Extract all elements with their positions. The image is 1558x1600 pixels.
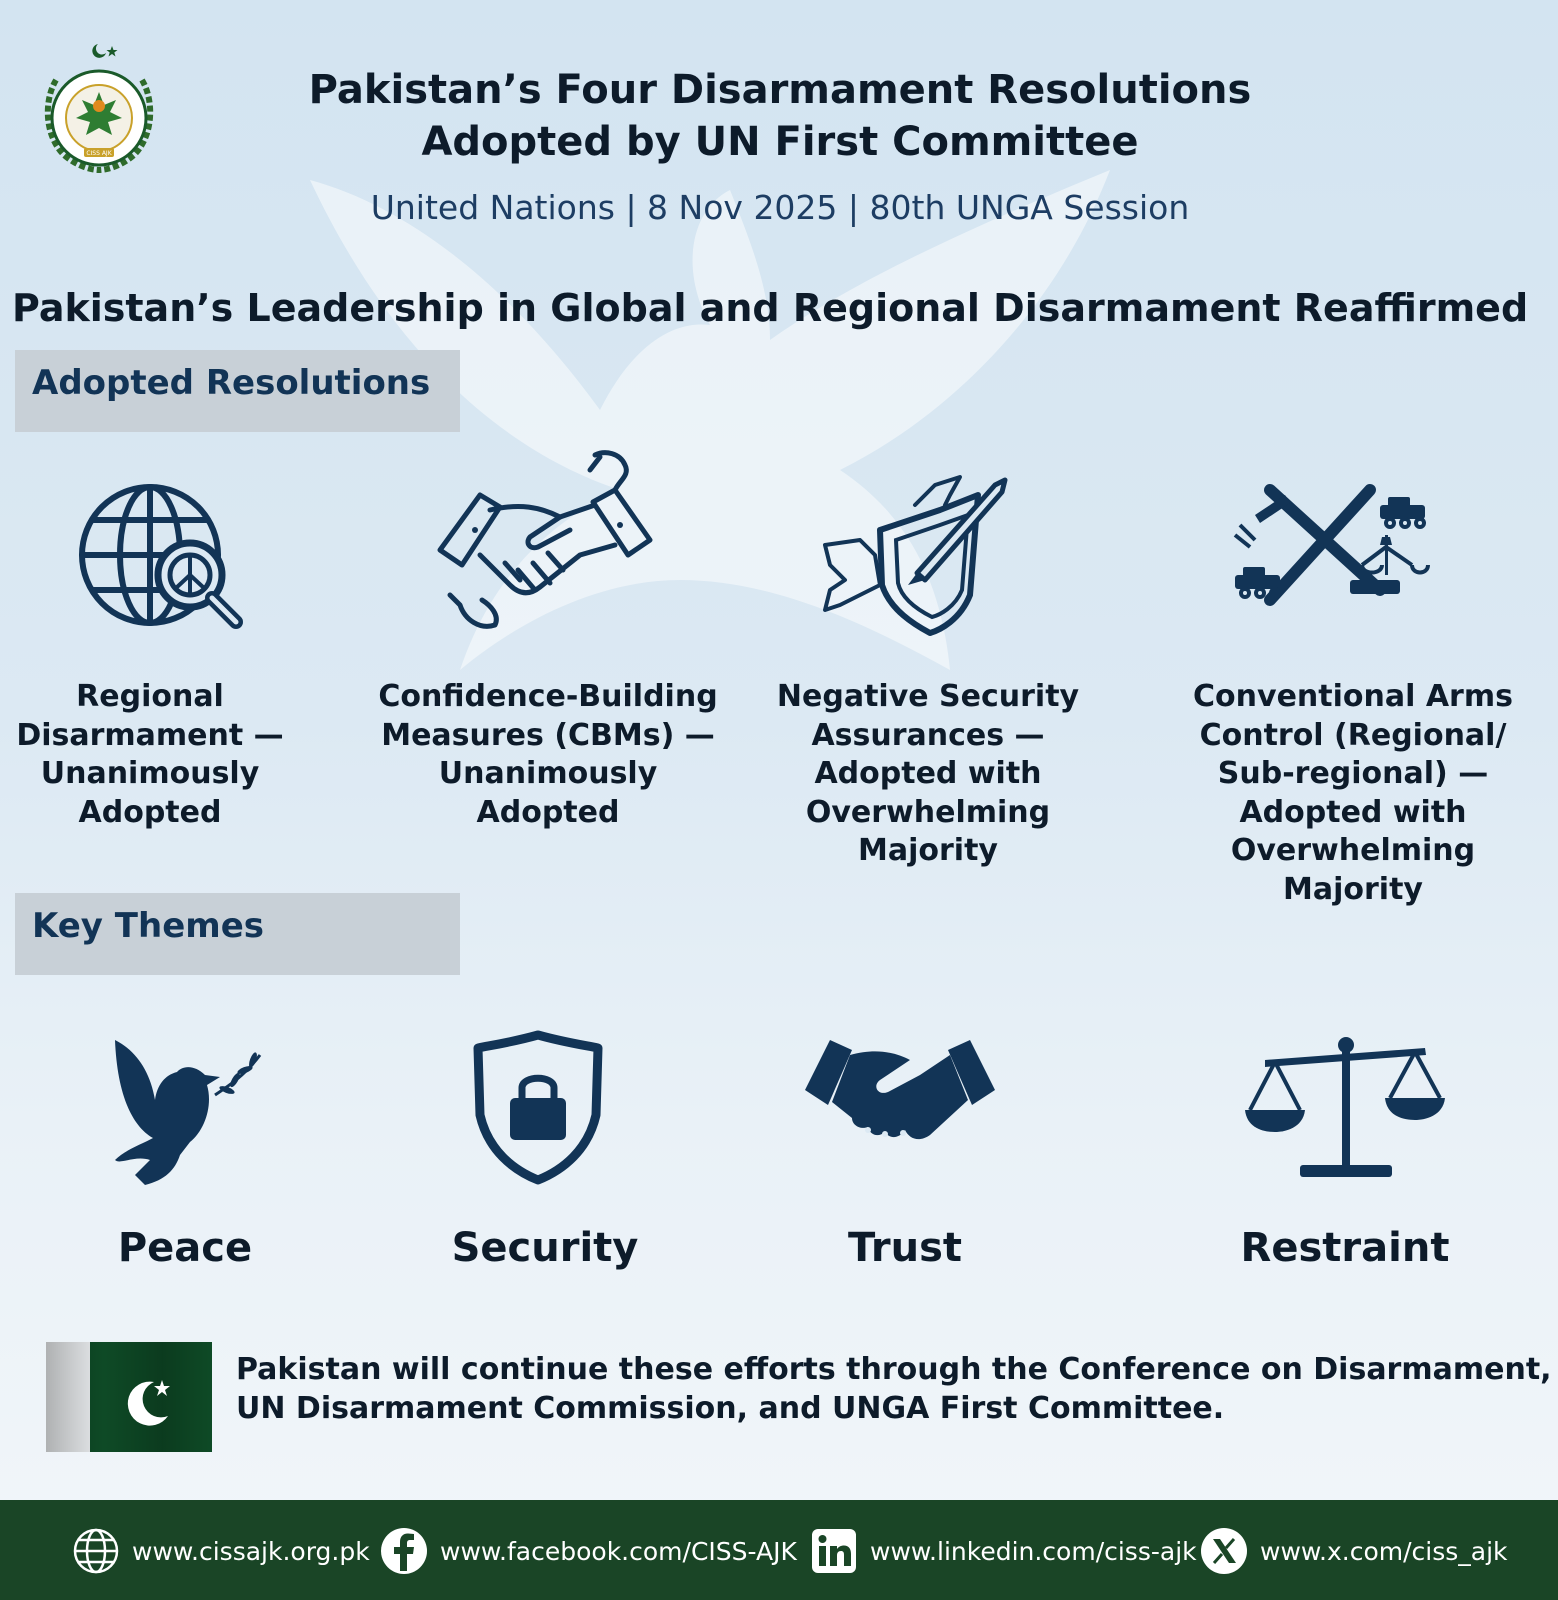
shield-lock-icon <box>438 1030 638 1190</box>
title-line-1: Pakistan’s Four Disarmament Resolutions <box>308 67 1252 113</box>
theme-peace: Peace <box>117 1225 253 1271</box>
handshake-icon <box>800 1030 1000 1190</box>
theme-trust: Trust <box>847 1225 963 1271</box>
footer <box>0 1500 1558 1600</box>
ciss-ajk-logo <box>34 40 164 175</box>
page-title <box>200 64 1360 168</box>
theme-security: Security <box>451 1225 639 1271</box>
dove-icon <box>95 1030 295 1190</box>
footer-linkedin-link[interactable] <box>810 1526 1197 1576</box>
footer-x-text: www.x.com/ciss_ajk <box>1260 1536 1508 1566</box>
closing-line-1: Pakistan will continue these efforts through the Conference on Disarmament, <box>236 1352 1552 1387</box>
resolution-negative-security-assurances: Negative Security Assurances — Adopted with Overwhelming Majority <box>776 679 1080 868</box>
linkedin-icon <box>810 1527 858 1575</box>
scales-icon <box>1245 1030 1445 1190</box>
footer-website-text: www.cissajk.org.pk <box>132 1536 370 1566</box>
footer-x-link[interactable] <box>1200 1526 1508 1576</box>
resolution-cbms: Confidence-Building Measures (CBMs) — Unanimously Adopted <box>378 679 718 830</box>
footer-website-link[interactable] <box>72 1526 370 1576</box>
closing-line-2: UN Disarmament Commission, and UNGA First Committee. <box>236 1391 1225 1426</box>
facebook-icon <box>380 1527 428 1575</box>
handshake-cbm-icon <box>430 445 660 645</box>
x-logo-icon <box>1200 1527 1248 1575</box>
footer-facebook-text: www.facebook.com/CISS-AJK <box>440 1536 797 1566</box>
logo-subtext: CISS AJK <box>86 150 112 157</box>
title-line-2: Adopted by UN First Committee <box>421 119 1139 165</box>
shield-missile-map-icon <box>820 465 1050 665</box>
crossed-arms-tanks-icon <box>1230 465 1460 665</box>
headline: Pakistan’s Leadership in Global and Regional Disarmament Reaffirmed <box>12 286 1529 330</box>
resolution-regional-disarmament: Regional Disarmament — Unanimously Adopted <box>16 679 284 830</box>
theme-restraint: Restraint <box>1240 1225 1450 1271</box>
footer-facebook-link[interactable] <box>380 1526 797 1576</box>
key-themes-label: Key Themes <box>15 893 460 975</box>
globe-peace-search-icon <box>40 460 270 660</box>
adopted-resolutions-label: Adopted Resolutions <box>15 350 460 432</box>
resolution-conventional-arms-control: Conventional Arms Control (Regional/ Sub-regional) — Adopted with Overwhelming Majority <box>1193 679 1513 907</box>
subtitle: United Nations | 8 Nov 2025 | 80th UNGA Session <box>370 188 1190 227</box>
footer-linkedin-text: www.linkedin.com/ciss-ajk <box>870 1536 1197 1566</box>
closing-statement <box>236 1350 1556 1428</box>
globe-icon <box>72 1527 120 1575</box>
pakistan-flag-icon <box>46 1342 212 1452</box>
